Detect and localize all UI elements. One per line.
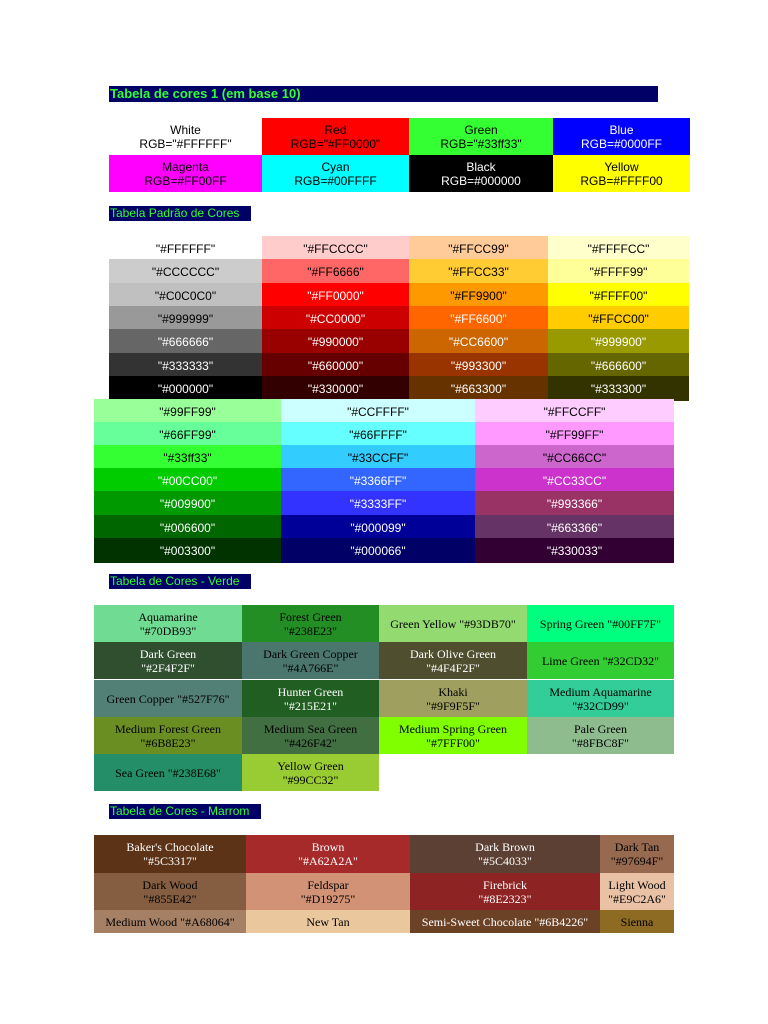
color-swatch — [548, 329, 689, 354]
color-label: Pale Green — [574, 721, 627, 736]
tabela1-title: Tabela de cores 1 (em base 10) — [110, 86, 301, 101]
color-label: "#CCCCCC" — [151, 264, 220, 279]
color-swatch — [94, 468, 281, 493]
color-swatch — [548, 353, 689, 378]
color-label: RGB=#FF00FF — [144, 173, 227, 188]
color-swatch — [548, 376, 689, 401]
color-label: "#66FFFF" — [349, 427, 407, 442]
color-swatch — [281, 468, 475, 493]
color-swatch — [262, 376, 409, 401]
color-label: "#FF6600" — [450, 311, 507, 326]
color-swatch — [94, 491, 281, 516]
color-swatch — [410, 835, 600, 873]
color-swatch — [281, 538, 475, 563]
color-label: "#666600" — [590, 358, 647, 373]
color-label: "#FFFF99" — [589, 264, 648, 279]
color-label: RGB=#000000 — [441, 173, 521, 188]
color-swatch — [246, 910, 410, 933]
color-label: "#E9C2A6" — [608, 891, 666, 906]
color-label: Medium Spring Green — [399, 721, 507, 736]
color-label: Firebrick — [483, 877, 527, 892]
color-label: "#33CCFF" — [347, 450, 409, 465]
color-label: Khaki — [438, 684, 468, 699]
color-label: Sea Green "#238E68" — [115, 765, 221, 780]
color-label: "#C0C0C0" — [154, 288, 217, 303]
color-swatch — [409, 306, 548, 331]
color-label: "#003300" — [159, 543, 216, 558]
color-swatch — [242, 717, 379, 754]
color-swatch — [94, 642, 242, 679]
color-label: "#5C3317" — [143, 854, 197, 868]
color-swatch — [262, 329, 409, 354]
color-label: Green — [464, 122, 498, 137]
color-swatch — [94, 515, 281, 540]
color-swatch — [410, 873, 600, 910]
color-label: "#8E2323" — [478, 891, 532, 906]
color-label: "#FFCCFF" — [543, 404, 606, 419]
color-swatch — [242, 605, 379, 642]
color-label: "#FFCC00" — [588, 311, 649, 326]
color-swatch — [475, 515, 674, 540]
color-label: "#333300" — [590, 381, 647, 396]
color-label: "#FF6666" — [307, 264, 364, 279]
color-label: Medium Wood "#A68064" — [105, 914, 235, 929]
color-swatch — [94, 445, 281, 470]
color-swatch — [94, 873, 246, 910]
color-swatch — [246, 873, 410, 910]
color-label: "#238E23" — [283, 623, 338, 638]
color-swatch — [475, 445, 674, 470]
color-label: "#FF0000" — [307, 288, 364, 303]
color-label: "#215E21" — [283, 698, 338, 713]
color-label: Brown — [311, 840, 345, 854]
color-swatch — [475, 468, 674, 493]
color-label: White — [170, 122, 201, 137]
color-label: "#2F4F2F" — [141, 660, 195, 675]
color-label: "#663366" — [546, 520, 603, 535]
color-swatch — [600, 835, 674, 873]
color-swatch — [527, 605, 674, 642]
color-label: "#6B8E23" — [140, 735, 196, 750]
color-swatch — [379, 680, 527, 717]
color-swatch — [94, 680, 242, 717]
color-label: "#855E42" — [143, 891, 197, 906]
color-label: Hunter Green — [277, 684, 344, 699]
color-swatch — [94, 605, 242, 642]
color-label: "#FFCCCC" — [303, 241, 368, 256]
marrom-title: Tabela de Cores - Marrom — [110, 804, 250, 818]
color-swatch — [262, 283, 409, 308]
color-swatch — [262, 259, 409, 284]
color-label: "#CC6600" — [448, 334, 509, 349]
color-swatch — [242, 642, 379, 679]
color-label: "#330033" — [546, 543, 603, 558]
color-label: Sienna — [620, 914, 654, 929]
color-label: "#000099" — [350, 520, 406, 535]
color-swatch — [94, 538, 281, 563]
color-swatch — [409, 353, 548, 378]
color-swatch — [94, 754, 242, 791]
color-label: Black — [466, 159, 496, 174]
color-label: "#000066" — [350, 543, 406, 558]
color-label: "#993300" — [450, 358, 507, 373]
color-label: "#FFFFCC" — [587, 241, 650, 256]
color-swatch — [409, 259, 548, 284]
color-swatch — [246, 835, 410, 873]
color-label: "#FF9900" — [450, 288, 507, 303]
color-swatch — [475, 422, 674, 447]
color-label: Aquamarine — [138, 609, 198, 624]
color-swatch — [379, 642, 527, 679]
color-swatch — [475, 491, 674, 516]
color-label: Forest Green — [279, 609, 342, 624]
color-swatch — [262, 155, 409, 192]
color-label: Spring Green "#00FF7F" — [539, 616, 662, 631]
color-swatch — [94, 399, 281, 424]
color-swatch — [109, 306, 262, 331]
color-swatch — [109, 259, 262, 284]
color-swatch — [109, 283, 262, 308]
color-label: Green Yellow "#93DB70" — [390, 616, 516, 631]
color-label: "#333333" — [157, 358, 214, 373]
color-swatch — [242, 754, 379, 791]
color-label: "#CC33CC" — [542, 473, 607, 488]
color-swatch — [281, 515, 475, 540]
color-swatch — [548, 306, 689, 331]
color-swatch — [409, 283, 548, 308]
color-label: "#FFCC33" — [448, 264, 509, 279]
color-swatch — [409, 118, 553, 155]
color-swatch — [94, 835, 246, 873]
color-label: "#CC0000" — [305, 311, 366, 326]
color-label: "#990000" — [307, 334, 364, 349]
color-label: "#426F42" — [284, 735, 337, 750]
color-swatch — [262, 118, 409, 155]
color-swatch — [94, 422, 281, 447]
color-swatch — [262, 306, 409, 331]
color-swatch — [475, 538, 674, 563]
color-label: Yellow Green — [277, 758, 344, 773]
color-label: "#32CD99" — [572, 698, 629, 713]
color-label: "#66FF99" — [159, 427, 216, 442]
color-label: Dark Wood — [142, 877, 198, 892]
color-label: "#3333FF" — [349, 496, 407, 511]
color-swatch — [281, 399, 475, 424]
color-swatch — [548, 283, 689, 308]
color-label: RGB=#FFFF00 — [580, 173, 663, 188]
color-label: Blue — [609, 122, 634, 137]
color-swatch — [281, 491, 475, 516]
color-label: RGB=#0000FF — [580, 136, 663, 151]
color-label: "#97694F" — [610, 854, 664, 868]
color-swatch — [262, 353, 409, 378]
color-label: Medium Sea Green — [263, 721, 358, 736]
color-swatch — [379, 605, 527, 642]
verde-title: Tabela de Cores - Verde — [110, 574, 240, 588]
color-label: "#9F9F5F" — [426, 698, 480, 713]
color-swatch — [548, 259, 689, 284]
color-swatch — [109, 353, 262, 378]
padrao-title: Tabela Padrão de Cores — [110, 206, 240, 220]
color-swatch — [379, 717, 527, 754]
color-swatch — [109, 236, 262, 261]
color-swatch — [409, 236, 548, 261]
color-label: Dark Brown — [475, 840, 535, 854]
color-label: RGB=#00FFFF — [294, 173, 377, 188]
color-label: "#3366FF" — [349, 473, 407, 488]
color-label: "#FFCC99" — [448, 241, 509, 256]
color-label: "#8FBC8F" — [571, 735, 630, 750]
color-swatch — [409, 329, 548, 354]
color-label: "#4A766E" — [282, 660, 339, 675]
color-label: "#660000" — [307, 358, 364, 373]
color-label: "#009900" — [159, 496, 216, 511]
color-label: Yellow — [604, 159, 639, 174]
color-swatch — [527, 680, 674, 717]
color-label: "#33ff33" — [163, 450, 212, 465]
color-label: Magenta — [162, 159, 209, 174]
color-label: "#FF99FF" — [545, 427, 604, 442]
color-label: "#FFFFFF" — [155, 241, 216, 256]
color-swatch — [109, 155, 262, 192]
color-label: New Tan — [306, 914, 350, 929]
color-label: "#666666" — [157, 334, 214, 349]
color-label: Cyan — [321, 159, 350, 174]
color-label: "#CCFFFF" — [347, 404, 409, 419]
color-label: Light Wood — [608, 877, 666, 892]
color-swatch — [109, 329, 262, 354]
color-label: RGB="#33ff33" — [440, 136, 522, 151]
color-label: Medium Forest Green — [115, 721, 221, 736]
color-label: Medium Aquamarine — [549, 684, 652, 699]
color-swatch — [475, 399, 674, 424]
color-label: "#4F4F2F" — [426, 660, 480, 675]
color-label: RGB="#FFFFFF" — [139, 136, 232, 151]
color-label: Red — [324, 122, 347, 137]
color-label: "#FFFF00" — [589, 288, 648, 303]
color-swatch — [600, 873, 674, 910]
color-label: Lime Green "#32CD32" — [541, 653, 660, 668]
color-label: "#D19275" — [300, 891, 356, 906]
color-label: Dark Green Copper — [263, 646, 358, 661]
color-label: "#A62A2A" — [298, 854, 358, 868]
color-swatch — [242, 680, 379, 717]
color-label: "#006600" — [159, 520, 216, 535]
color-swatch — [553, 155, 690, 192]
color-swatch — [409, 376, 548, 401]
color-label: "#CC66CC" — [542, 450, 607, 465]
color-swatch — [262, 236, 409, 261]
color-swatch — [527, 717, 674, 754]
color-swatch — [600, 910, 674, 933]
color-label: Dark Olive Green — [410, 646, 496, 661]
color-label: "#330000" — [307, 381, 364, 396]
color-swatch — [548, 236, 689, 261]
color-label: "#999999" — [157, 311, 214, 326]
color-swatch — [281, 445, 475, 470]
color-label: "#663300" — [450, 381, 507, 396]
color-label: "#70DB93" — [139, 623, 197, 638]
color-label: "#7FFF00" — [426, 735, 480, 750]
color-label: "#000000" — [157, 381, 214, 396]
color-label: RGB="#FF0000" — [290, 136, 381, 151]
color-swatch — [94, 910, 246, 933]
color-swatch — [409, 155, 553, 192]
color-label: Feldspar — [307, 877, 349, 892]
color-swatch — [527, 642, 674, 679]
color-swatch — [553, 118, 690, 155]
color-label: "#99FF99" — [159, 404, 216, 419]
color-swatch — [109, 118, 262, 155]
color-label: "#993366" — [546, 496, 603, 511]
color-swatch — [94, 717, 242, 754]
color-label: Green Copper "#527F76" — [106, 691, 230, 706]
color-swatch — [281, 422, 475, 447]
color-label: Dark Tan — [614, 840, 660, 854]
color-label: "#00CC00" — [157, 473, 218, 488]
color-label: "#5C4033" — [478, 854, 532, 868]
color-label: "#999900" — [590, 334, 647, 349]
color-label: Semi-Sweet Chocolate "#6B4226" — [421, 914, 589, 929]
color-label: Baker's Chocolate — [126, 840, 214, 854]
color-swatch — [410, 910, 600, 933]
color-label: Dark Green — [139, 646, 197, 661]
color-swatch — [109, 376, 262, 401]
color-label: "#99CC32" — [282, 772, 339, 787]
